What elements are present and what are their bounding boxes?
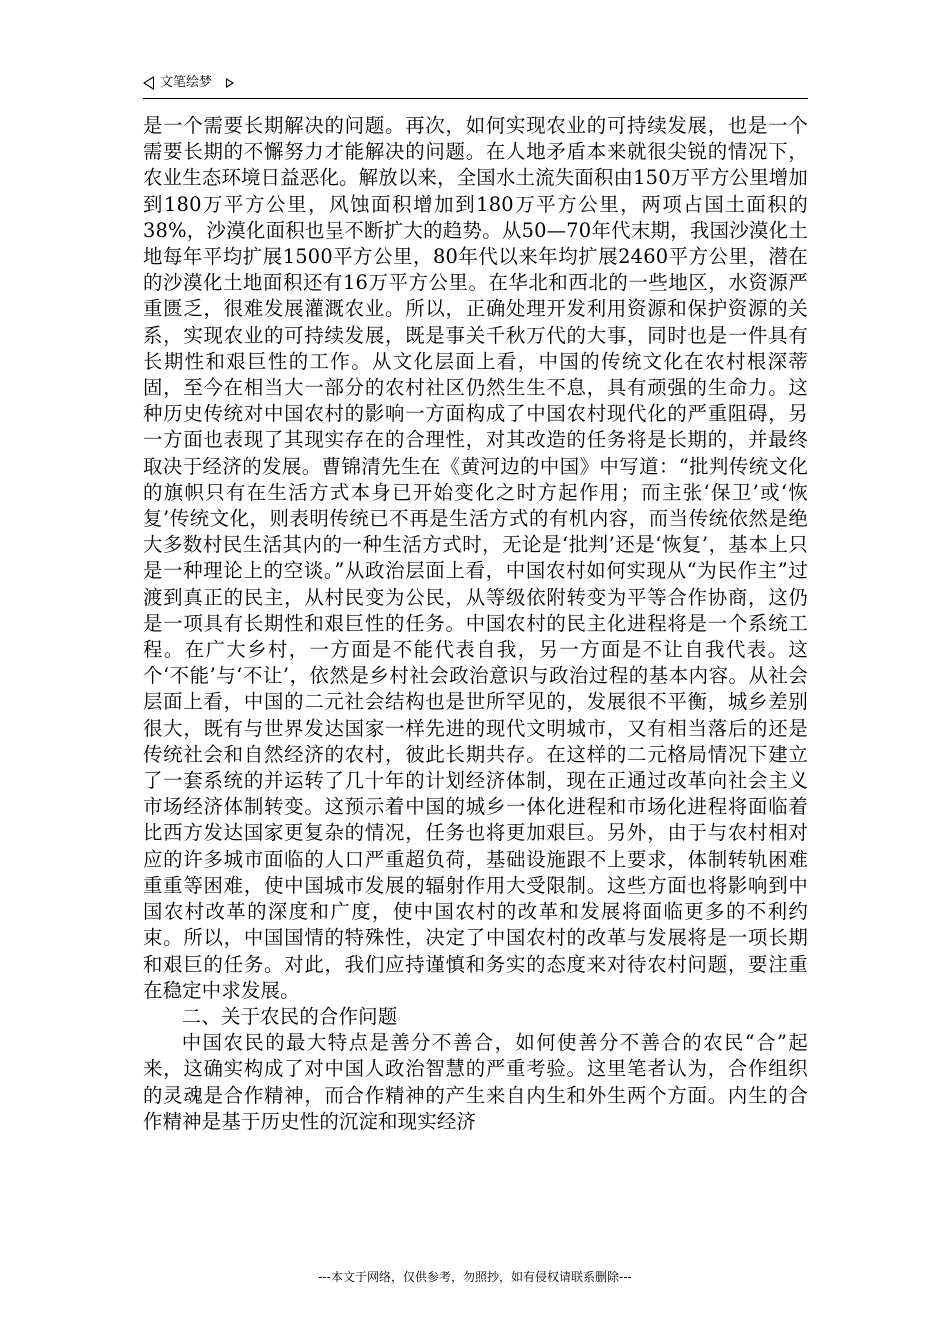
paragraph: 中国农民的最大特点是善分不善合，如何使善分不善合的农民“合”起来，这确实构成了对中国人政治智慧的严重考验。这里笔者认为，合作组织的灵魂是合作精神，而合作精神的产生来自内生和外生两个方面。内生的合作精神是基于历史性的沉淀和现实经济 — [143, 1031, 808, 1133]
brand-text: 文笔绘梦 — [160, 75, 213, 90]
paragraph: 是一个需要长期解决的问题。再次，如何实现农业的可持续发展，也是一个需要长期的不懈努力才能解决的问题。在人地矛盾本来就很尖锐的情况下，农业生态环境日益恶化。解放以来，全国水土流失面积由150万平方公里增加到180万平方公里，风蚀面积增加到180万平方公里，两项占国土面积的38%，沙漠化面积也呈不断扩大的趋势。从50—70年代末期，我国沙漠化土地每年平均扩展1500平方公里，80年代以来年均扩展2460平方公里，潜在的沙漠化土地面积还有16万平方公里。在华北和西北的一些地区，水资源严重匮乏，很难发展灌溉农业。所以，正确处理开发利用资源和保护资源的关系，实现农业的可持续发展，既是事关千秋万代的大事，同时也是一件具有长期性和艰巨性的工作。从文化层面上看，中国的传统文化在农村根深蒂固，至今在相当大一部分的农村社区仍然生生不息，具有顽强的生命力。这种历史传统对中国农村的影响一方面构成了中国农村现代化的严重阻碍，另一方面也表现了其现实存在的合理性，对其改造的任务将是长期的，并最终取决于经济的发展。曹锦清先生在《黄河边的中国》中写道：“批判传统文化的旗帜只有在生活方式本身已开始变化之时方起作用；而主张‘保卫’或‘恢复’传统文化，则表明传统已不再是生活方式的有机内容，而当传统依然是绝大多数村民生活其内的一种生活方式时，无论是‘批判’还是‘恢复’，基本上只是一种理论上的空谈。”从政治层面上看，中国农村如何实现从“为民作主”过渡到真正的民主，从村民变为公民，从等级依附转变为平等合作协商，这仍是一项具有长期性和艰巨性的任务。中国农村的民主化进程将是一个系统工程。在广大乡村，一方面是不能代表自我，另一方面是不让自我代表。这个‘不能’与‘不让’，依然是乡村社会政治意识与政治过程的基本内容。从社会层面上看，中国的二元社会结构也是世所罕见的，发展很不平衡，城乡差别很大，既有与世界发达国家一样先进的现代文明城市，又有相当落后的还是传统社会和自然经济的农村，彼此长期共存。在这样的二元格局情况下建立了一套系统的并运转了几十年的计划经济体制，现在正通过改革向社会主义市场经济体制转变。这预示着中国的城乡一体化进程和市场化进程将面临着比西方发达国家更复杂的情况，任务也将更加艰巨。另外，由于与农村相对应的许多城市面临的人口严重超负荷，基础设施跟不上要求，体制转轨困难重重等困难，使中国城市发展的辐射作用大受限制。这些方面也将影响到中国农村改革的深度和广度，使中国农村的改革和发展将面临更多的不利约束。所以，中国国情的特殊性，决定了中国农村的改革与发展将是一项长期和艰巨的任务。对此，我们应持谨慎和务实的态度来对待农村问题，要注重在稳定中求发展。 — [143, 114, 808, 1002]
section-heading: 二、关于农民的合作问题 — [181, 1004, 398, 1028]
footer-disclaimer: ---本文于网络，仅供参考，勿照抄，如有侵权请联系删除--- — [318, 1270, 632, 1284]
page-header — [143, 72, 808, 99]
document-body — [143, 113, 808, 1135]
triangle-left-icon — [143, 76, 154, 90]
triangle-right-icon — [226, 78, 234, 88]
header-brand — [143, 74, 234, 92]
